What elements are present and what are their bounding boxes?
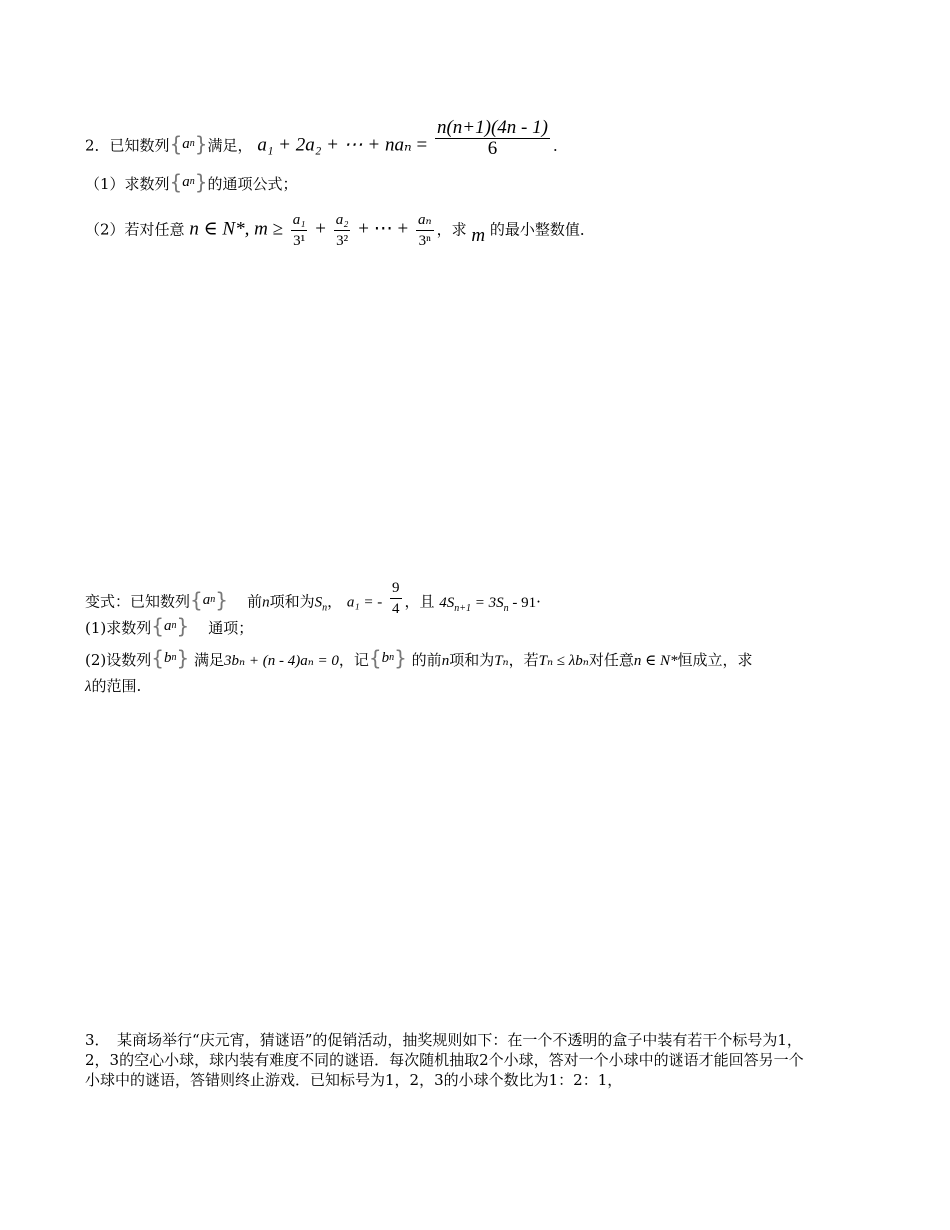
q2-number: 2． xyxy=(85,136,110,155)
a1-fraction: $\frac{9}{4}$ xyxy=(392,580,400,617)
variant-part2-cont: λ的范围. xyxy=(85,677,142,695)
term-n-fraction: $\frac{\text{aₙ}}{\text{3ⁿ}}$ xyxy=(417,212,432,249)
term-1-fraction: $\frac{\text{a₁}}{\text{3¹}}$ xyxy=(292,212,306,249)
b-relation: 3bₙ + (n - 4)aₙ = 0 xyxy=(224,653,339,669)
variant-statement: 变式：已知数列 { a n } 前n项和为$S_n$， a₁ = - $\frac{9}{4}$ ，且 $4S_{n+1} = 3S_n - 91\cdot$ xyxy=(85,580,541,617)
q2-statement: 2．已知数列 { a n } 满足， a₁ + 2a₂ + ⋯ + naₙ = $\frac{n(n+1)(4n - 1)}{6}$ ． xyxy=(85,117,568,159)
seq-a-notation: { a n } xyxy=(169,170,208,194)
seq-a-notation: { a n } xyxy=(190,587,228,612)
seq-b-notation: { b n } xyxy=(368,646,407,670)
term-2-fraction: $\frac{\text{a₂}}{\text{3²}}$ xyxy=(335,212,349,249)
seq-b-notation: { b n } xyxy=(151,646,190,670)
q2-condition: n ∈ N*, m ≥ xyxy=(189,218,283,240)
q2-rhs-fraction: $\frac{n(n+1)(4n - 1)}{6}$ xyxy=(436,117,548,159)
q2-satisfy: 满足， xyxy=(207,136,253,155)
seq-a-notation: { a n } xyxy=(169,131,208,156)
q2-part2: （2）若对任意 n ∈ N*, m ≥ $\frac{\text{a₁}}{\text{3¹}}$ + $\frac{\text{a₂}}{\text{3²}}$ + ⋯ + $\frac{\text{aₙ}}{\text{3ⁿ}}$ ，求 m 的最小整数值． xyxy=(85,212,595,249)
q3-statement: 3． 某商场举行“庆元宵，猜谜语”的促销活动，抽奖规则如下：在一个不透明的盒子中装有若干个标号为1，2，3的空心小球，球内装有难度不同的谜语．每次随机抽取2个小球，答对一个小球中的谜语才能回答另一个小球中的谜语，答错则终止游戏．已知标号为1，2，3的小球个数比为1：2：1， xyxy=(85,1031,804,1089)
q2-part1: （1）求数列 { a n } 的通项公式； xyxy=(85,170,298,194)
q2-lead: 已知数列 xyxy=(109,136,170,155)
variant-part2: (2)设数列 { b n } 满足3bₙ + (n - 4)aₙ = 0，记 { b n } 的前n项和为Tₙ，若Tₙ ≤ λbₙ对任意n ∈ N*恒成立，求 xyxy=(85,646,753,670)
q2-lhs: a₁ + 2a₂ + ⋯ + naₙ xyxy=(257,134,412,156)
recurrence-relation: $4S_{n+1} = 3S_n - 91$ xyxy=(439,594,537,614)
variant-part1: (1)求数列 { a n } 通项； xyxy=(85,614,254,638)
seq-a-notation: { a n } xyxy=(151,614,190,638)
